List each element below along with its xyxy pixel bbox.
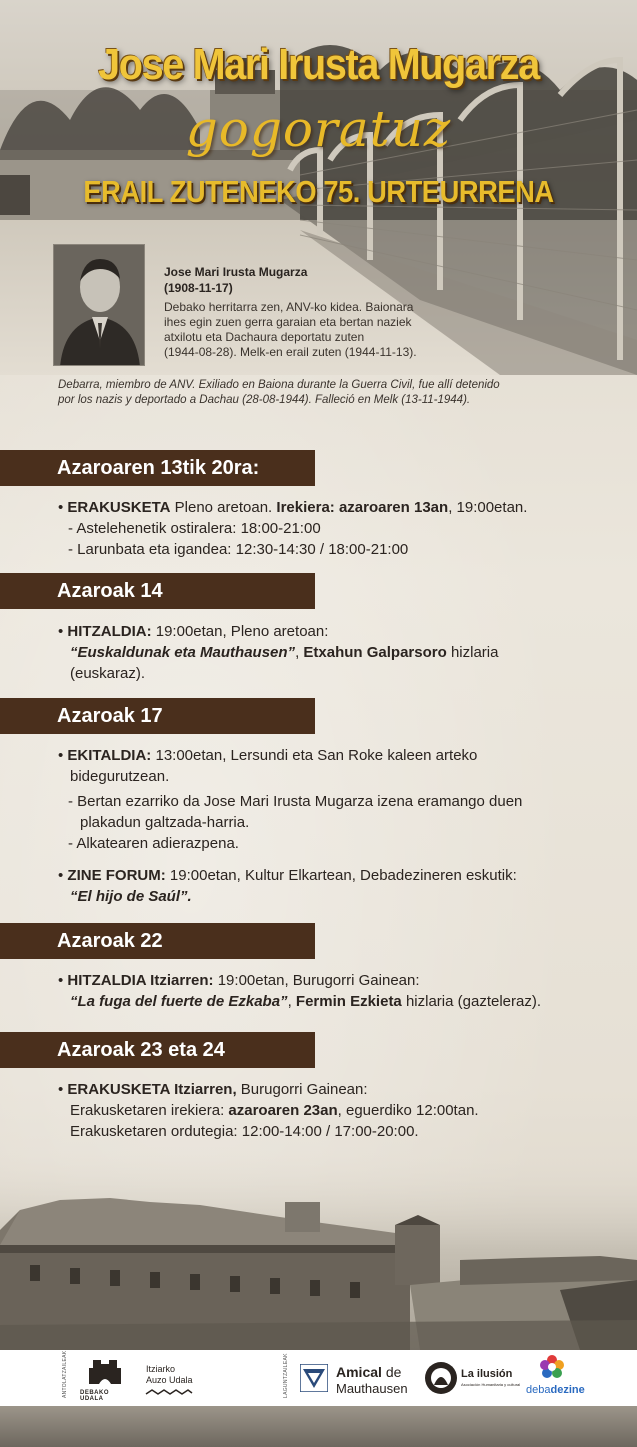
page-subtitle: ERAIL ZUTENEKO 75. URTEURRENA bbox=[83, 174, 554, 209]
event-item: • HITZALDIA Itziarren: 19:00etan, Burugorri Gainean: bbox=[58, 972, 420, 989]
amical-mauthausen-logo bbox=[298, 1360, 416, 1400]
event-item-line: “La fuga del fuerte de Ezkaba”, Fermin Ezkieta hizlaria (gazteleraz). bbox=[70, 993, 541, 1010]
section-heading: Azaroak 17 bbox=[0, 698, 315, 734]
portrait-photo bbox=[53, 244, 145, 366]
event-item: • HITZALDIA: 19:00etan, Pleno aretoan: bbox=[58, 623, 329, 640]
event-item: • ERAKUSKETA Itziarren, Burugorri Gainean: bbox=[58, 1081, 368, 1098]
section-heading: Azaroak 22 bbox=[0, 923, 315, 959]
itziarko-auzo-udala-logo bbox=[140, 1358, 200, 1402]
mauthausen-text: Mauthausen bbox=[336, 1381, 408, 1396]
event-subitem: - Alkatearen adierazpena. bbox=[68, 835, 239, 852]
event-item-line: “El hijo de Saúl”. bbox=[70, 888, 192, 905]
bio-name: Jose Mari Irusta Mugarza bbox=[164, 265, 308, 279]
bio-line: Debako herritarra zen, ANV-ko kidea. Baionara bbox=[164, 300, 414, 314]
debadezine-text-2: dezine bbox=[550, 1384, 585, 1396]
event-subitem: - Bertan ezarriko da Jose Mari Irusta Mugarza izena eramango duen bbox=[68, 793, 523, 810]
event-subitem: - Astelehenetik ostiralera: 18:00-21:00 bbox=[68, 520, 321, 537]
itziar-text-2: Auzo Udala bbox=[146, 1375, 193, 1385]
amical-de-text: de bbox=[385, 1364, 402, 1380]
bio-spanish bbox=[58, 378, 598, 408]
event-item: • ZINE FORUM: 19:00etan, Kultur Elkartean, Debadezineren eskutik: bbox=[58, 867, 517, 884]
la-ilusion-subtext: Asociación Humanitaria y cultural bbox=[461, 1382, 521, 1387]
debako-udala-text: DEBAKO UDALA bbox=[80, 1390, 110, 1402]
bio-text bbox=[164, 300, 504, 360]
section-heading: Azaroaren 13tik 20ra: bbox=[0, 450, 315, 486]
page-title: Jose Mari Irusta Mugarza bbox=[98, 40, 539, 89]
bio-spanish-line: por los nazis y deportado a Dachau (28-08-1944). Falleció en Melk (13-11-1944). bbox=[58, 394, 471, 406]
event-item-line: “Euskaldunak eta Mauthausen”, Etxahun Galparsoro hizlaria bbox=[70, 644, 499, 661]
section-heading: Azaroak 23 eta 24 bbox=[0, 1032, 315, 1068]
la-ilusion-text: La ilusión bbox=[461, 1368, 513, 1380]
bio-dates: (1908-11-17) bbox=[164, 281, 233, 295]
bio-spanish-line: Debarra, miembro de ANV. Exiliado en Baiona durante la Guerra Civil, fue allí detenido bbox=[58, 379, 500, 391]
title-script: gogoratuz bbox=[185, 100, 452, 158]
event-item-line: (euskaraz). bbox=[70, 665, 146, 682]
event-item: • ERAKUSKETA Pleno aretoan. Irekiera: azaroaren 13an, 19:00etan. bbox=[58, 499, 528, 516]
amical-text: Amical bbox=[336, 1364, 382, 1380]
bio-line: (1944-08-28). Melk-en erail zuten (1944-11-13). bbox=[164, 345, 417, 359]
bio-line: ihes egin zuen gerra garaian eta bertan naziek bbox=[164, 315, 412, 329]
collaborators-label: LAGUNTZAILEAK bbox=[283, 1353, 289, 1398]
bio-line: atxilotu eta Dachaura deportatu zuten bbox=[164, 330, 365, 344]
event-item-line: bidegurutzean. bbox=[70, 768, 170, 785]
debadezine-logo bbox=[526, 1354, 585, 1402]
event-subitem: plakadun galtzada-harria. bbox=[80, 814, 250, 831]
sponsors-footer bbox=[0, 1350, 637, 1406]
debako-udala-logo bbox=[80, 1356, 130, 1402]
la-ilusion-logo bbox=[424, 1358, 524, 1400]
itziar-text-1: Itziarko bbox=[146, 1364, 176, 1374]
camp-illustration bbox=[0, 1150, 637, 1350]
event-item-line: Erakusketaren ordutegia: 12:00-14:00 / 17:00-20:00. bbox=[70, 1123, 419, 1140]
organizers-label: ANTOLATZAILEAK bbox=[62, 1350, 68, 1398]
event-item-line: Erakusketaren irekiera: azaroaren 23an, eguerdiko 12:00tan. bbox=[70, 1102, 479, 1119]
footer-photo-strip bbox=[0, 1406, 637, 1447]
debadezine-text-1: deba bbox=[526, 1384, 551, 1396]
event-item: • EKITALDIA: 13:00etan, Lersundi eta San Roke kaleen arteko bbox=[58, 747, 478, 764]
event-subitem: - Larunbata eta igandea: 12:30-14:30 / 18:00-21:00 bbox=[68, 541, 409, 558]
section-heading: Azaroak 14 bbox=[0, 573, 315, 609]
